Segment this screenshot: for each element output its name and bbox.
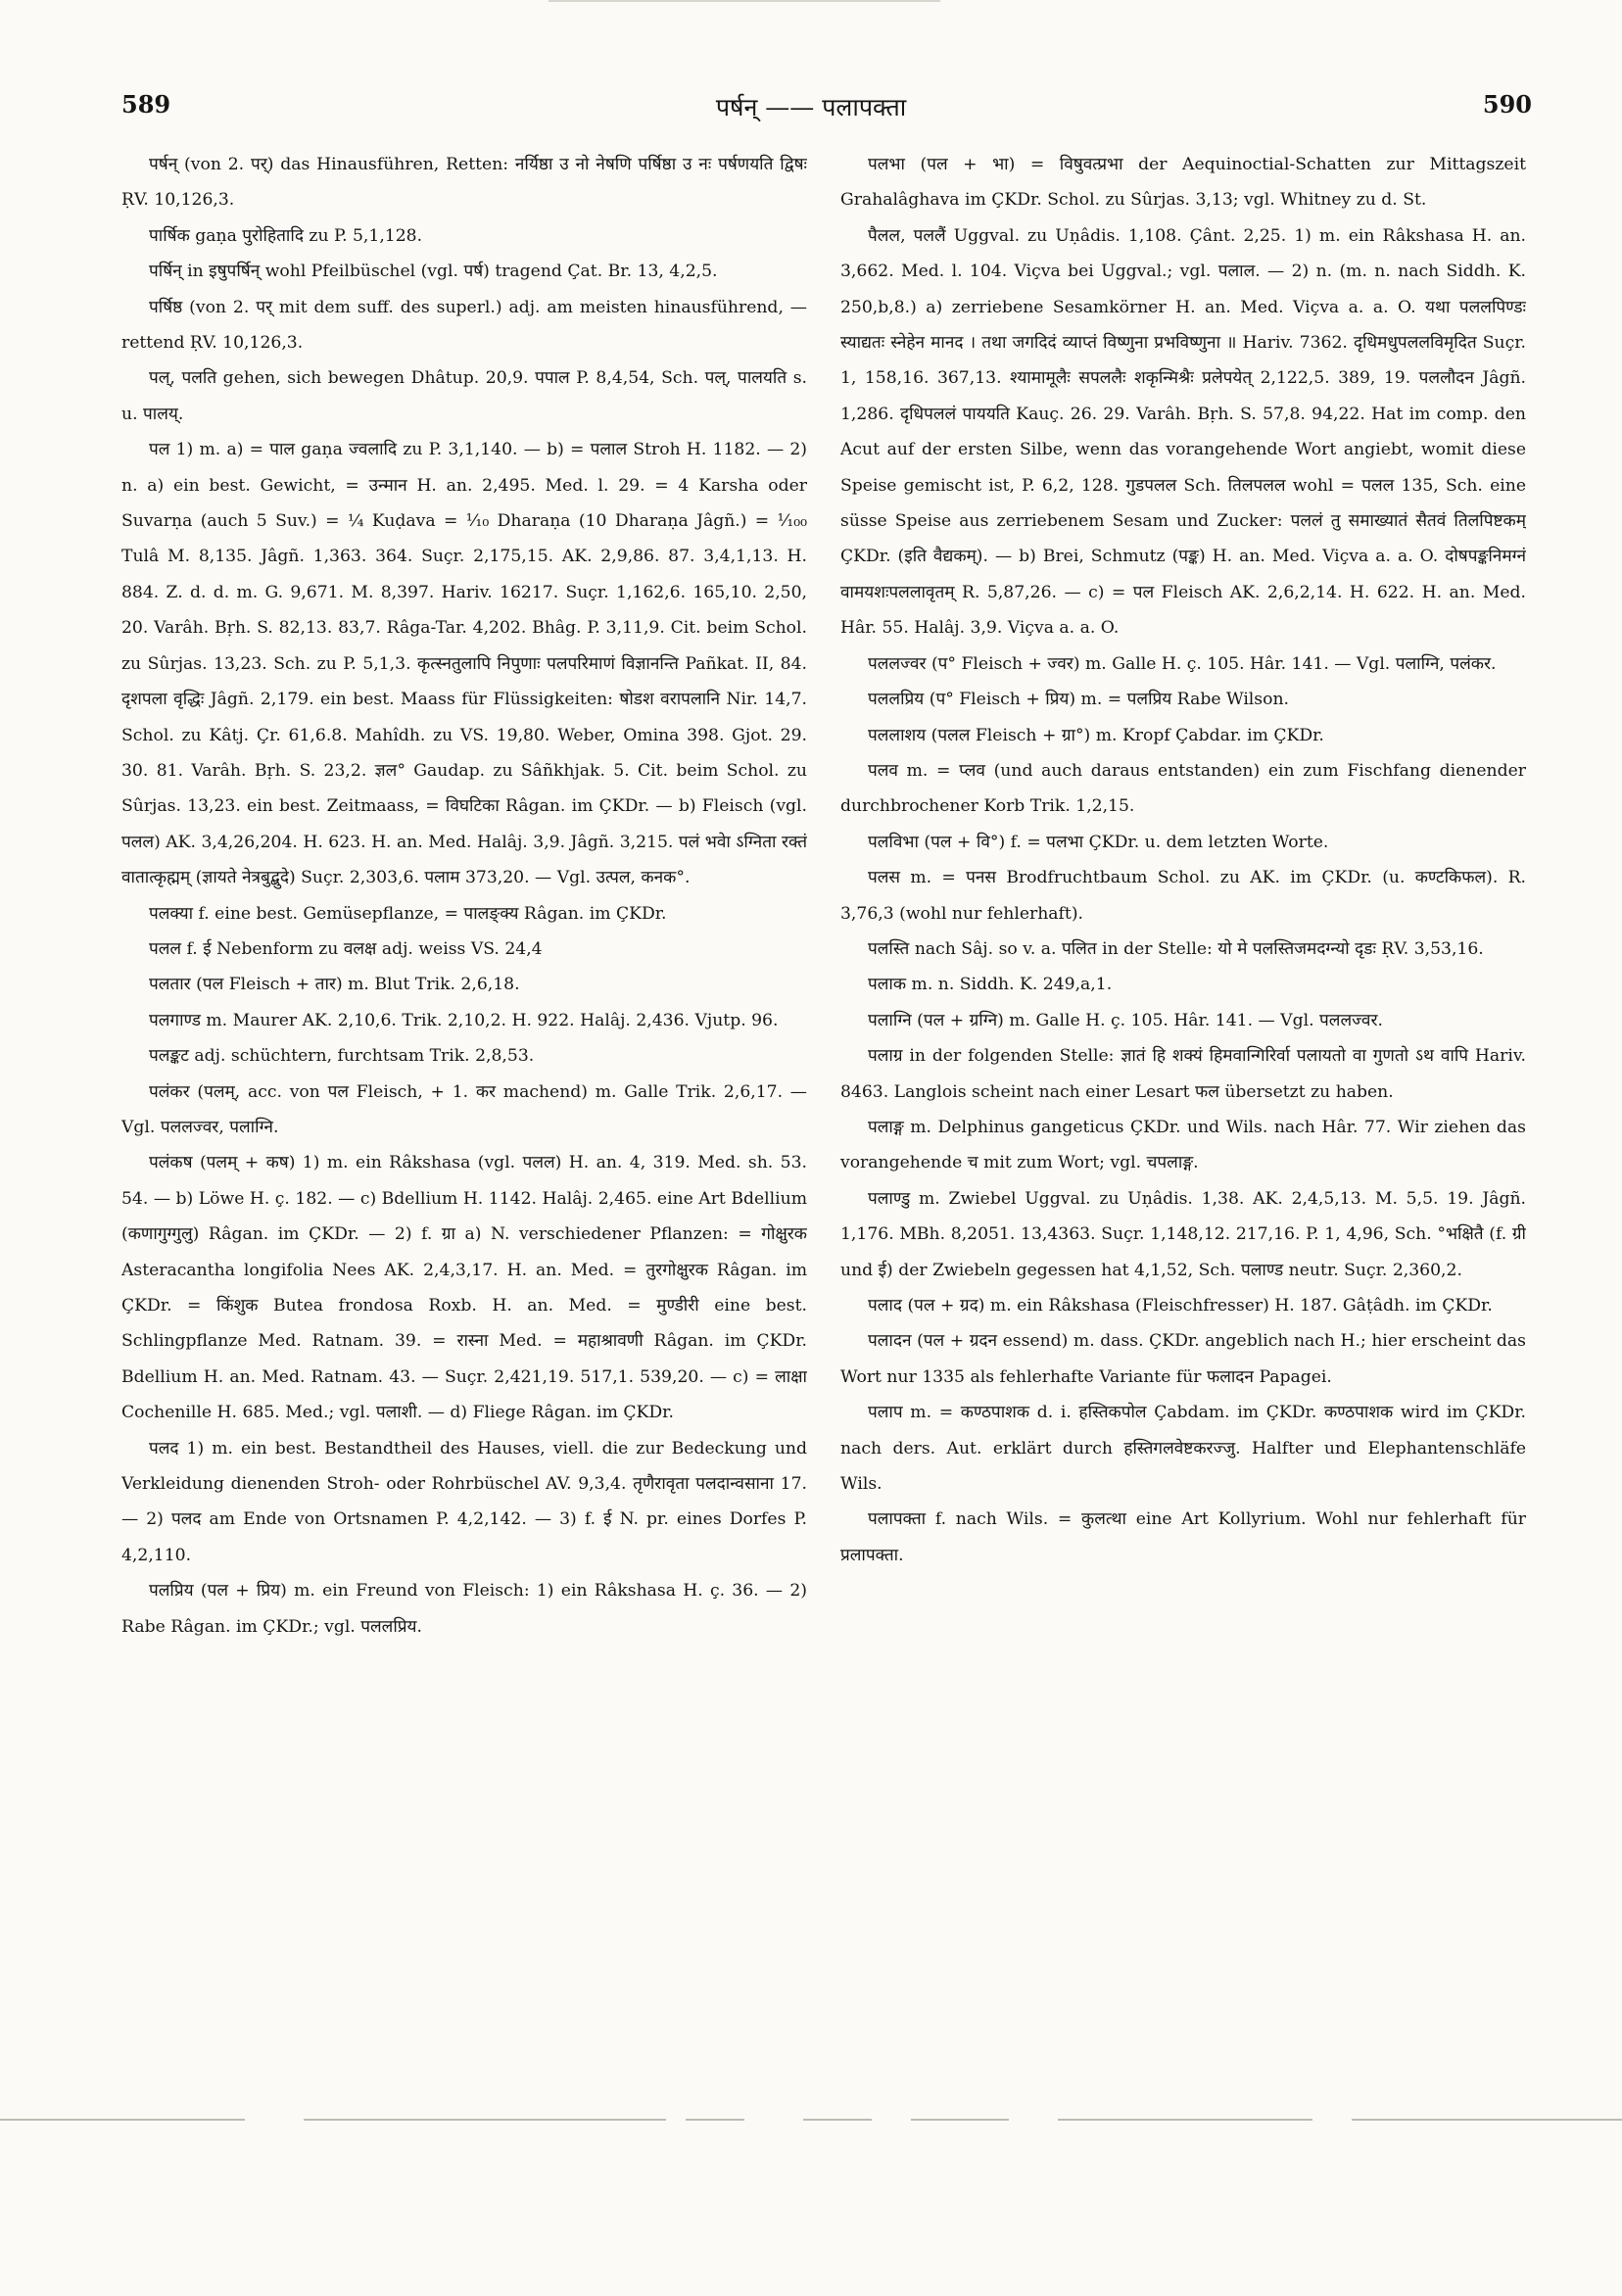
left-column [121,147,807,2106]
dictionary-entry: पलाग्र in der folgenden Stelle: ज्ञातं हि शक्यं हिमवान्गिरिर्वा पलायतो वा गुणतो ऽथ वापि Hariv. 8463. Langlois scheint nach einer Lesart फल übersetzt zu haben. [840,1046,1526,1102]
dictionary-entry: पलाग्नि (पल + ग्रग्नि) m. Galle H. ç. 105. Hâr. 141. — Vgl. पललज्वर. [868,1010,1383,1030]
dictionary-entry: पलाण्डु m. Zwiebel Uggval. zu Uṇâdis. 1,38. AK. 2,4,5,13. M. 5,5. 19. Jâgñ. 1,176. MBh. 8,2051. 13,4363. Suçr. 1,148,12. 217,16. P. 1, 4,96, Sch. °भक्षितै (f. ग्री und ई) der Zwiebeln gegessen hat 4,1,52, Sch. पलाण्ड neutr. Suçr. 2,360,2. [840,1188,1526,1280]
dictionary-entry: पर्षिन् in इषुपर्षिन् wohl Pfeilbüschel (vgl. पर्ष) tragend Çat. Br. 13, 4,2,5. [149,262,718,282]
dictionary-entry: पल 1) m. a) = पाल gaṇa ज्वलादि zu P. 3,1,140. — b) = पलाल Stroh H. 1182. — 2) n. a) ein best. Gewicht, = उन्मान H. an. 2,495. Med. l. 29. = 4 Karsha oder Suvarṇa (auch 5 Suv.) = ¼ Kuḍava = ¹⁄₁₀ Dharaṇa (10 Dharaṇa Jâgñ.) = ¹⁄₁₀₀ Tulâ M. 8,135. Jâgñ. 1,363. 364. Suçr. 2,175,15. AK. 2,9,86. 87. 3,4,1,13. H. 884. Z. d. d. m. G. 9,671. M. 8,397. Hariv. 16217. Suçr. 1,162,6. 165,10. 2,50, 20. Varâh. Bṛh. S. 82,13. 83,7. Râga-Tar. 4,202. Bhâg. P. 3,11,9. Cit. beim Schol. zu Sûrjas. 13,23. Sch. zu P. 5,1,3. कृत्स्नतुलापि निपुणाः पलपरिमाणं विज्ञानन्ति Pañkat. II, 84. दृशपला वृद्धिः Jâgñ. 2,179. ein best. Maass für Flüssigkeiten: षोडश वरापलानि Nir. 14,7. Schol. zu Kâtj. Çr. 61,6.8. Mahîdh. zu VS. 19,80. Weber, Omina 398. Gjot. 29. 30. 81. Varâh. Bṛh. S. 23,2. ज्ञल° Gaudap. zu Sâñkhjak. 5. Cit. beim Schol. zu Sûrjas. 13,23. ein best. Zeitmaass, = विघटिका Râgan. im ÇKDr. — b) Fleisch (vgl. पलल) AK. 3,4,26,204. H. 623. H. an. Med. Halâj. 3,9. Jâgñ. 3,215. पलं भवेा ऽग्निता रक्तं वातात्कृह्मम् (ज्ञायते नेत्रबुद्बुदे) Suçr. 2,303,6. पलाम 373,20. — Vgl. उत्पल, कनक°. [121,440,807,888]
dictionary-entry: पलद 1) m. ein best. Bestandtheil des Hauses, viell. die zur Bedeckung und Verkleidung dienenden Stroh- oder Rohrbüschel AV. 9,3,4. तृणैरावृता पलदान्वसाना 17. — 2) पलद am Ende von Ortsnamen P. 4,2,142. — 3) f. ई N. pr. eines Dorfes P. 4,2,110. [121,1438,807,1565]
dictionary-entry: पलादन (पल + ग्रदन essend) m. dass. ÇKDr. angeblich nach H.; hier erscheint das Wort nur 1335 als fehlerhafte Variante für फलादन Papagei. [840,1331,1526,1387]
dictionary-entry: पलाङ्ग m. Delphinus gangeticus ÇKDr. und Wils. nach Hâr. 77. Wir ziehen das vorangehende च mit zum Wort; vgl. चपलाङ्ग. [840,1117,1526,1173]
dictionary-entry: पलङ्कट adj. schüchtern, furchtsam Trik. 2,8,53. [149,1046,535,1067]
dictionary-entry: पललज्वर (प° Fleisch + ज्वर) m. Galle H. ç. 105. Hâr. 141. — Vgl. पलाग्नि, पलंकर. [868,653,1497,674]
dictionary-entry: पल्, पलति gehen, sich bewegen Dhâtup. 20,9. पपाल P. 8,4,54, Sch. पल्, पालयति s. u. पालय्. [121,368,807,424]
page-number-left: 589 [121,90,171,119]
dictionary-entry: पलक्या f. eine best. Gemüsepflanze, = पालङ्क्य Râgan. im ÇKDr. [149,903,667,924]
dictionary-entry: पलापक्ता f. nach Wils. = कुलत्था eine Art Kollyrium. Wohl nur fehlerhaft für प्रलापक्ता. [840,1509,1526,1565]
dictionary-entry: पलस्ति nach Sâj. so v. a. पलित in der Stelle: यो मे पलस्तिजमदग्न्यो दृडः ṚV. 3,53,16. [868,938,1484,959]
top-rule [549,0,940,2]
dictionary-entry: पार्षिक gaṇa पुरोहितादि zu P. 5,1,128. [149,225,423,246]
dictionary-entry: पलाद (पल + ग्रद) m. ein Râkshasa (Fleischfresser) H. 187. Gâṭâdh. im ÇKDr. [868,1296,1493,1315]
dictionary-entry: पर्षन् (von 2. पर्) das Hinausführen, Retten: नर्यिष्ठा उ नो नेषणि पर्षिष्ठा उ नः पर्षणयति द्विषः ṚV. 10,126,3. [121,155,807,211]
dictionary-entry: पलव m. = प्लव (und auch daraus entstanden) ein zum Fischfang dienender durchbrochener Korb Trik. 1,2,15. [840,760,1526,817]
dictionary-entry: पलल f. ई Nebenform zu वलक्ष adj. weiss VS. 24,4 [149,938,543,959]
dictionary-entry: पलाक m. n. Siddh. K. 249,a,1. [868,975,1113,995]
dictionary-entry: पलगाण्ड m. Maurer AK. 2,10,6. Trik. 2,10,2. H. 922. Halâj. 2,436. Vjutp. 96. [149,1010,779,1030]
dictionary-entry: पलंकष (पलम् + कष) 1) m. ein Râkshasa (vgl. पलल) H. an. 4, 319. Med. sh. 53. 54. — b) Löwe H. ç. 182. — c) Bdellium H. 1142. Halâj. 2,465. eine Art Bdellium (कणागुग्गुलु) Râgan. im ÇKDr. — 2) f. ग्रा a) N. verschiedener Pflanzen: = गोक्षुरक Asteracantha longifolia Nees AK. 2,4,3,17. H. an. Med. = तुरगोक्षुरक Râgan. im ÇKDr. = किंशुक Butea frondosa Roxb. H. an. Med. = मुण्डीरी eine best. Schlingpflanze Med. Ratnam. 39. = रास्ना Med. = महाश्रावणी Râgan. im ÇKDr. Bdellium H. an. Med. Ratnam. 43. — Suçr. 2,421,19. 517,1. 539,20. — c) = लाक्षा Cochenille H. 685. Med.; vgl. पलाशी. — d) Fliege Râgan. im ÇKDr. [121,1153,807,1423]
dictionary-entry: पैलल, पललैं Uggval. zu Uṇâdis. 1,108. Çânt. 2,25. 1) m. ein Râkshasa H. an. 3,662. Med. l. 104. Viçva bei Uggval.; vgl. पलाल. — 2) n. (m. n. nach Siddh. K. 250,b,8.) a) zerriebene Sesamkörner H. an. Med. Viçva a. a. O. यथा पललपिण्डः स्याद्यतः स्नेहेन मानद । तथा जगदिदं व्याप्तं विष्णुना प्रभविष्णुना ॥ Hariv. 7362. दृधिमधुपललविमृदित Suçr. 1, 158,16. 367,13. श्यामामूलैः सपललैः शकृन्मिश्रैः प्रलेपयेत् 2,122,5. 389, 19. पललौदन Jâgñ. 1,286. दृधिपललं पाययति Kauç. 26. 29. Varâh. Bṛh. S. 57,8. 94,22. Hat im comp. den Acut auf der ersten Silbe, wenn das vorangehende Wort angiebt, womit diese Speise gemischt ist, P. 6,2, 128. गुडपलल Sch. तिलपलल wohl = पलल 135, Sch. eine süsse Speise aus zerriebenem Sesam und Zucker: पललं तु समाख्यातं सैतवं तिलपिष्टकम् ÇKDr. (इति वैद्यकम्). — b) Brei, Schmutz (पङ्क) H. an. Med. Viçva a. a. O. दोषपङ्कनिमग्नं वामयशःपललावृतम् R. 5,87,26. — c) = पल Fleisch AK. 2,6,2,14. H. 622. H. an. Med. Hâr. 55. Halâj. 3,9. Viçva a. a. O. [840,225,1526,639]
dictionary-entry: पललप्रिय (प° Fleisch + प्रिय) m. = पलप्रिय Rabe Wilson. [868,690,1290,710]
dictionary-entry: पलप्रिय (पल + प्रिय) m. ein Freund von Fleisch: 1) ein Râkshasa H. ç. 36. — 2) Rabe Râgan. im ÇKDr.; vgl. पललप्रिय. [121,1581,807,1637]
dictionary-entry: पर्षिष्ठ (von 2. पर् mit dem suff. des superl.) adj. am meisten hinausführend, — rettend ṚV. 10,126,3. [121,297,807,354]
right-column [840,147,1526,2106]
dictionary-entry: पलभा (पल + भा) = विषुवत्प्रभा der Aequinoctial-Schatten zur Mittagszeit Grahalâghava im ÇKDr. Schol. zu Sûrjas. 3,13; vgl. Whitney zu d. St. [840,155,1526,211]
dictionary-entry: पलविभा (पल + वि°) f. = पलभा ÇKDr. u. dem letzten Worte. [868,832,1329,852]
dictionary-entry: पललाशय (पलल Fleisch + ग्रा°) m. Kropf Çabdar. im ÇKDr. [868,725,1324,745]
dictionary-entry: पलाप m. = कण्ठपाशक d. i. हस्तिकपोल Çabdam. im ÇKDr. कण्ठपाशक wird im ÇKDr. nach ders. Aut. erklärt durch हस्तिगलवेष्टकरज्जु. Halfter und Elephantenschläfe Wils. [840,1403,1526,1495]
running-title: पर्षन् —— पलापक्ता [715,93,907,121]
dictionary-entry: पलंकर (पलम्, acc. von पल Fleisch, + 1. कर machend) m. Galle Trik. 2,6,17. — Vgl. पललज्वर, पलाग्नि. [121,1081,807,1137]
dictionary-entry: पलस m. = पनस Brodfruchtbaum Schol. zu AK. im ÇKDr. (u. कण्टकिफल). R. 3,76,3 (wohl nur fehlerhaft). [840,868,1526,924]
footer-rule [0,2119,1622,2121]
dictionary-entry: पलतार (पल Fleisch + तार) m. Blut Trik. 2,6,18. [149,975,520,995]
page-number-right: 590 [1482,90,1532,119]
